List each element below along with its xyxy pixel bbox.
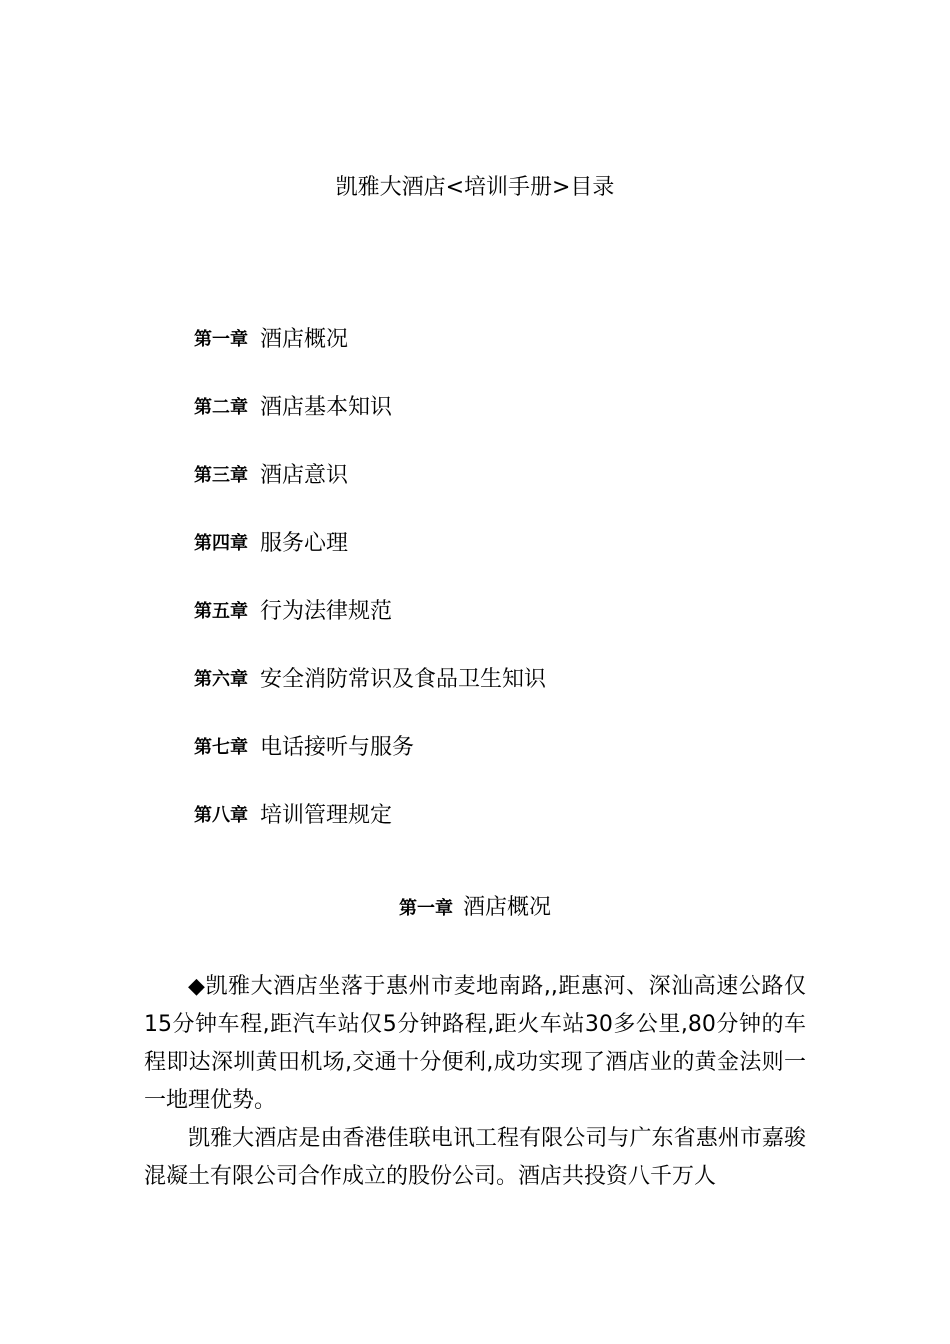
toc-item-6[interactable] xyxy=(194,662,546,730)
toc-chapter-title: 行为法律规范 xyxy=(260,599,393,624)
section-heading xyxy=(0,890,950,927)
toc-item-2[interactable] xyxy=(194,390,546,458)
body-paragraph: 凯雅大酒店是由香港佳联电讯工程有限公司与广东省惠州市嘉骏混凝土有限公司合作成立的股份公司。酒店共投资八千万人 xyxy=(144,1126,806,1189)
toc-chapter-title: 服务心理 xyxy=(260,531,349,556)
toc-chapter-number: 第一章 xyxy=(194,329,248,350)
document-title: 凯雅大酒店<培训手册>目录 xyxy=(335,175,615,200)
table-of-contents xyxy=(194,322,546,866)
toc-chapter-title: 安全消防常识及食品卫生知识 xyxy=(260,667,547,692)
toc-item-1[interactable] xyxy=(194,322,546,390)
toc-chapter-number: 第三章 xyxy=(194,465,248,486)
toc-item-7[interactable] xyxy=(194,730,546,798)
toc-chapter-title: 培训管理规定 xyxy=(260,803,393,828)
toc-chapter-number: 第八章 xyxy=(194,805,248,826)
toc-chapter-title: 酒店概况 xyxy=(260,327,349,352)
toc-chapter-number: 第七章 xyxy=(194,737,248,758)
section-chapter-title: 酒店概况 xyxy=(462,895,551,920)
section-chapter-number: 第一章 xyxy=(398,898,453,919)
body-paragraph: ◆凯雅大酒店坐落于惠州市麦地南路,,距惠河、深汕高速公路仅15分钟车程,距汽车站仅5分钟路程,距火车站30多公里,80分钟的车程即达深圳黄田机场,交通十分便利,成功实现了酒店业的黄金法则一一地理优势。 xyxy=(144,974,806,1113)
toc-chapter-number: 第二章 xyxy=(194,397,248,418)
toc-item-3[interactable] xyxy=(194,458,546,526)
toc-chapter-number: 第四章 xyxy=(194,533,248,554)
toc-item-4[interactable] xyxy=(194,526,546,594)
toc-item-5[interactable] xyxy=(194,594,546,662)
toc-item-8[interactable] xyxy=(194,798,546,866)
toc-chapter-title: 电话接听与服务 xyxy=(260,735,415,760)
toc-chapter-number: 第六章 xyxy=(194,669,248,690)
toc-chapter-number: 第五章 xyxy=(194,601,248,622)
toc-chapter-title: 酒店意识 xyxy=(260,463,349,488)
toc-chapter-title: 酒店基本知识 xyxy=(260,395,393,420)
section-body xyxy=(144,968,806,1196)
